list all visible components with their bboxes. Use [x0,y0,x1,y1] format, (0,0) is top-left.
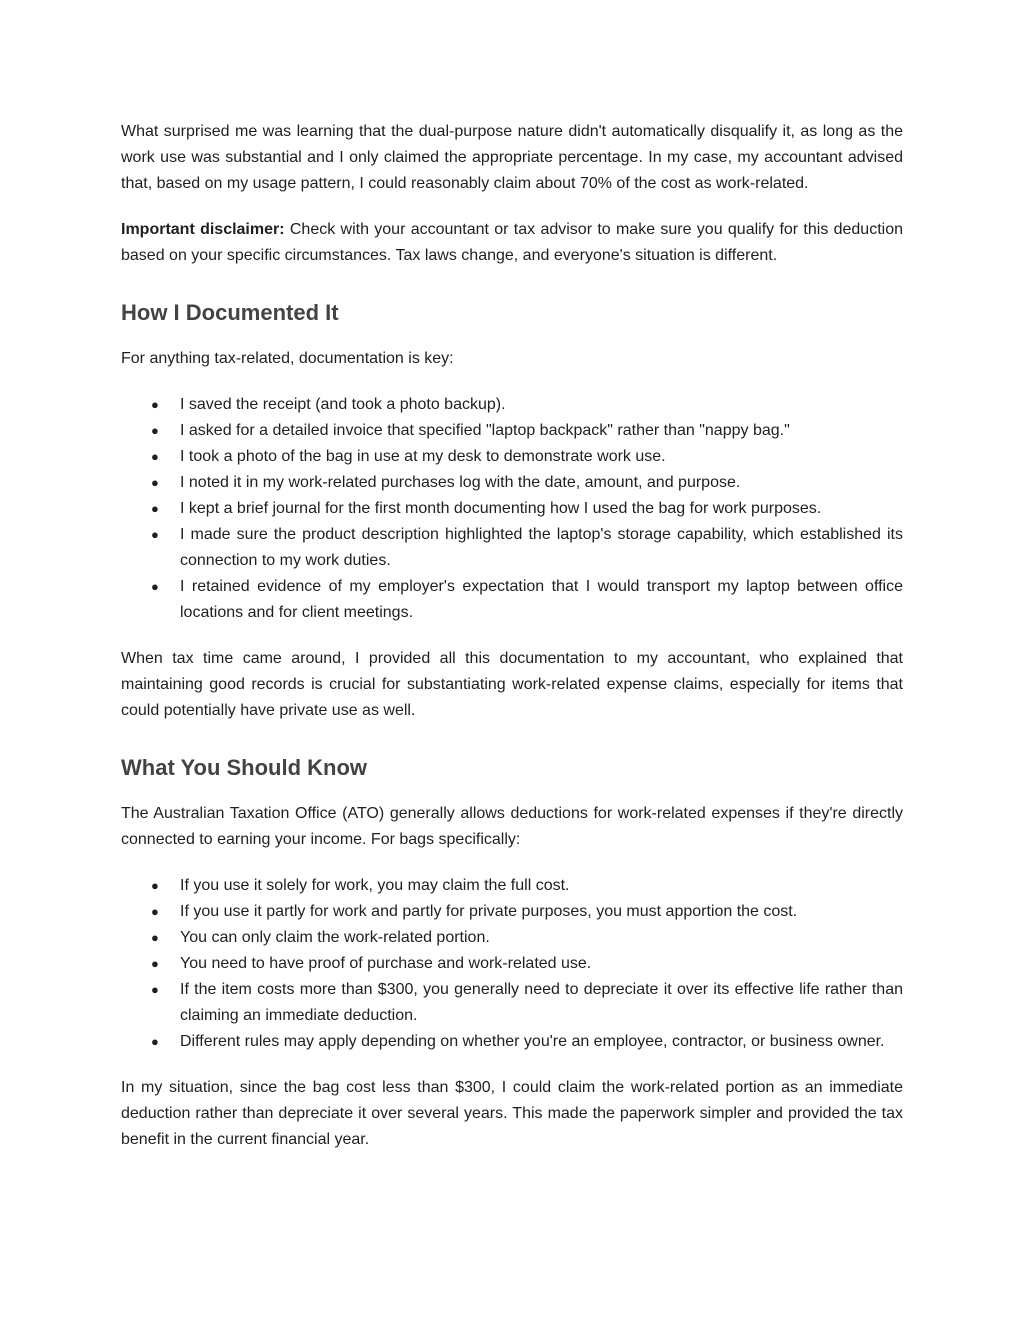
disclaimer-paragraph [121,217,903,269]
documented-closing: When tax time came around, I provided all this documentation to my accountant, who explained that maintaining good records is crucial for substantiating work-related expense claims, especially for items that could potentially have private use as well. [121,650,903,719]
section-heading-documented: How I Documented It [121,300,339,325]
list-item-text: I saved the receipt (and took a photo backup). [180,396,506,413]
list-item [121,951,903,977]
list-item-text: Different rules may apply depending on whether you're an employee, contractor, or business owner. [180,1033,885,1050]
document-page [121,119,903,1173]
bullet-icon: ● [151,904,159,919]
disclaimer-text: Check with your accountant or tax advisor to make sure you qualify for this deduction based on your specific circumstances. Tax laws change, and everyone's situation is different. [121,221,904,264]
bullet-icon: ● [151,982,159,997]
list-item-text: I asked for a detailed invoice that specified "laptop backpack" rather than "nappy bag." [180,422,790,439]
bullet-icon: ● [151,397,159,412]
intro-paragraph: What surprised me was learning that the dual-purpose nature didn't automatically disqualify it, as long as the work use was substantial and I only claimed the appropriate percentage. In my case, my accountant advised that, based on my usage pattern, I could reasonably claim about 70% of the cost as work-related. [121,123,903,192]
list-item [121,496,903,522]
bullet-icon: ● [151,878,159,893]
list-item [121,925,903,951]
list-item [121,873,903,899]
list-item-text: I kept a brief journal for the first month documenting how I used the bag for work purposes. [180,500,822,517]
list-item-text: I took a photo of the bag in use at my desk to demonstrate work use. [180,448,666,465]
bullet-icon: ● [151,449,159,464]
list-item [121,392,903,418]
bullet-icon: ● [151,423,159,438]
list-item [121,977,903,1029]
bullet-icon: ● [151,956,159,971]
know-closing: In my situation, since the bag cost less than $300, I could claim the work-related portion as an immediate deduction rather than depreciate it over several years. This made the paperwork simpler and provided the tax benefit in the current financial year. [121,1079,903,1148]
know-list [121,873,903,1055]
list-item-text: You can only claim the work-related portion. [180,929,490,946]
bullet-icon: ● [151,579,159,594]
bullet-icon: ● [151,1034,159,1049]
disclaimer-label: Important disclaimer: [121,221,285,238]
list-item-text: If the item costs more than $300, you generally need to depreciate it over its effective life rather than claiming an immediate deduction. [180,981,903,1024]
list-item [121,418,903,444]
know-intro: The Australian Taxation Office (ATO) generally allows deductions for work-related expenses if they're directly connected to earning your income. For bags specifically: [121,805,903,848]
list-item [121,470,903,496]
list-item [121,1029,903,1055]
list-item-text: I made sure the product description highlighted the laptop's storage capability, which established its connection to my work duties. [180,526,903,569]
documented-intro: For anything tax-related, documentation is key: [121,350,454,367]
list-item-text: If you use it partly for work and partly for private purposes, you must apportion the cost. [180,903,798,920]
list-item [121,899,903,925]
list-item [121,574,903,626]
section-heading-know: What You Should Know [121,755,368,780]
list-item-text: If you use it solely for work, you may claim the full cost. [180,877,570,894]
list-item-text: I retained evidence of my employer's expectation that I would transport my laptop between office locations and for client meetings. [180,578,903,621]
bullet-icon: ● [151,527,159,542]
bullet-icon: ● [151,930,159,945]
bullet-icon: ● [151,475,159,490]
list-item [121,444,903,470]
list-item-text: You need to have proof of purchase and work-related use. [180,955,592,972]
list-item [121,522,903,574]
documented-list [121,392,903,626]
bullet-icon: ● [151,501,159,516]
list-item-text: I noted it in my work-related purchases log with the date, amount, and purpose. [180,474,741,491]
